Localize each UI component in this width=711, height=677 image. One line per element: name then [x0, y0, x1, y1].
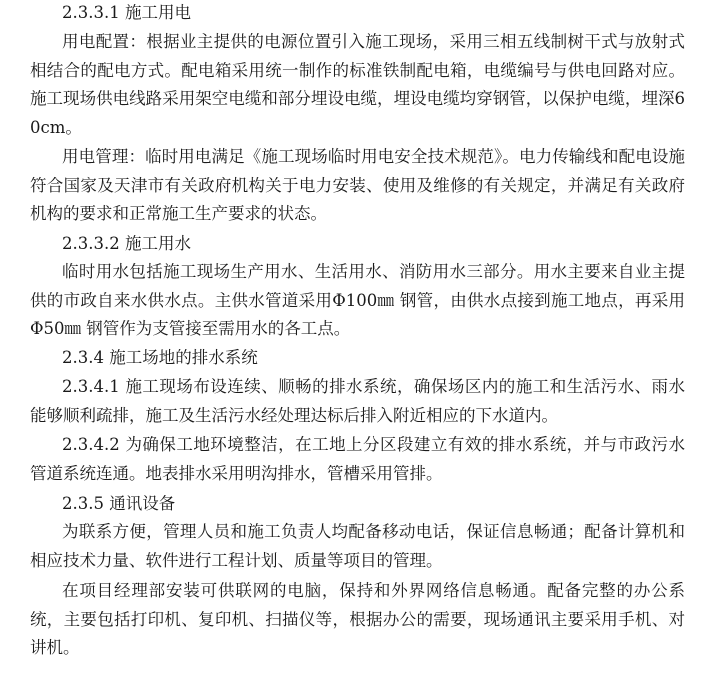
paragraph-communication-phones: 为联系方便，管理人员和施工负责人均配备移动电话，保证信息畅通；配备计算机和相应技术力量、软件进行工程计划、质量等项目的管理。 — [30, 522, 685, 570]
heading-2-3-4: 2.3.4 施工场地的排水系统 — [62, 348, 258, 367]
heading-2-3-3-1: 2.3.3.1 施工用电 — [62, 3, 191, 22]
paragraph-communication-office: 在项目经理部安装可供联网的电脑，保持和外界网络信息畅通。配备完整的办公系统，主要包括打印机、复印机、扫描仪等，根据办公的需要，现场通讯主要采用手机、对讲机。 — [30, 581, 685, 658]
paragraph-drainage-2-3-4-2: 2.3.4.2 为确保工地环境整洁，在工地上分区段建立有效的排水系统，并与市政污水管道系统连通。地表排水采用明沟排水，管槽采用管排。 — [30, 435, 685, 483]
heading-2-3-3-2: 2.3.3.2 施工用水 — [62, 234, 191, 253]
paragraph-power-management: 用电管理：临时用电满足《施工现场临时用电安全技术规范》。电力传输线和配电设施符合国家及天津市有关政府机构关于电力安装、使用及维修的有关规定，并满足有关政府机构的要求和正常施工生产要求的状态。 — [30, 147, 685, 224]
paragraph-power-configuration: 用电配置：根据业主提供的电源位置引入施工现场，采用三相五线制树干式与放射式相结合的配电方式。配电箱采用统一制作的标准铁制配电箱，电缆编号与供电回路对应。施工现场供电线路采用架空电缆和部分埋设电缆，埋设电缆均穿钢管，以保护电缆，埋深60cm。 — [30, 32, 685, 137]
paragraph-drainage-2-3-4-1: 2.3.4.1 施工现场布设连续、顺畅的排水系统，确保场区内的施工和生活污水、雨水能够顺利疏排，施工及生活污水经处理达标后排入附近相应的下水道内。 — [30, 377, 685, 425]
paragraph-water-supply: 临时用水包括施工现场生产用水、生活用水、消防用水三部分。用水主要来自业主提供的市政自来水供水点。主供水管道采用Φ100㎜ 钢管，由供水点接到施工地点，再采用Φ50㎜ 钢管作为支管接至需用水的各工点。 — [30, 262, 685, 339]
heading-2-3-5: 2.3.5 通讯设备 — [62, 494, 176, 513]
